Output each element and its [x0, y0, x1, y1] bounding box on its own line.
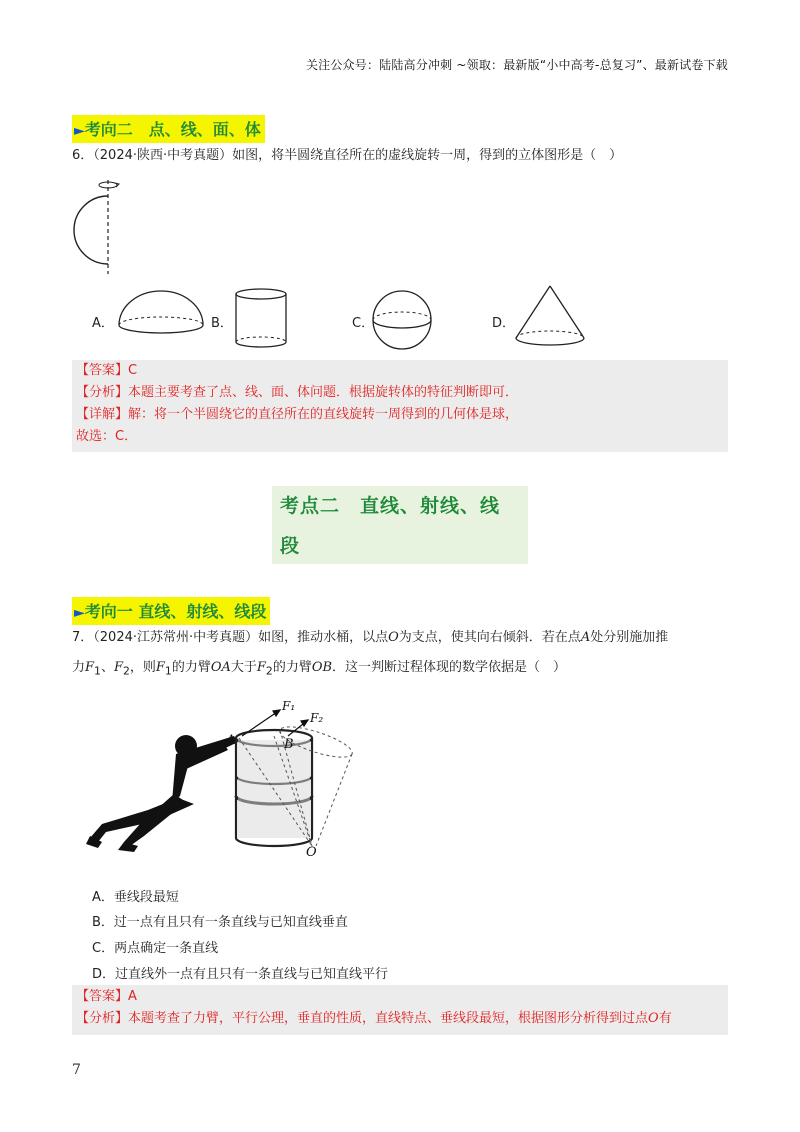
label-b: B: [284, 737, 294, 752]
sphere-icon: [370, 288, 434, 352]
stem-text: 7．（2024·江苏常州·中考真题）如图，推动水桶，以点: [72, 630, 389, 645]
barrel-push-figure: [84, 696, 364, 864]
conclusion-q6: 故选：C．: [76, 429, 138, 444]
segment-oa: OA: [210, 660, 231, 675]
subscript: 1: [164, 664, 172, 678]
choice-a: A．垂线段最短: [92, 890, 179, 905]
hemisphere-icon: [114, 287, 208, 339]
detail-q6: 【详解】解：将一个半圆绕它的直径所在的直线旋转一周得到的几何体是球，: [76, 407, 519, 422]
arrow-icon: ►: [74, 123, 85, 139]
point-o: O: [648, 1011, 659, 1026]
option-a-label: A．: [92, 316, 114, 331]
section-tag-kaoxiang1: [72, 597, 270, 625]
stem-text: 的力臂: [171, 660, 211, 675]
cylinder-icon: [232, 286, 290, 352]
point-o: O: [388, 630, 399, 645]
choice-b: B．过一点有且只有一条直线与已知直线垂直: [92, 915, 348, 930]
segment-ob: OB: [311, 660, 333, 675]
subscript: 1: [94, 664, 101, 678]
page-number: 7: [72, 1062, 81, 1078]
question-6-stem: 6．（2024·陕西·中考真题）如图，将半圆绕直径所在的虚线旋转一周，得到的立体图形是（ ）: [72, 148, 623, 163]
stem-text: 力: [72, 660, 86, 675]
stem-text: ，则: [129, 660, 156, 675]
option-c-label: C．: [352, 316, 375, 331]
stem-text: 为支点，使其向右倾斜．若在点: [398, 630, 581, 645]
answer-q6: 【答案】C: [76, 363, 138, 378]
analysis-text: 【分析】本题考查了力臂，平行公理，垂直的性质，直线特点、垂线段最短，根据图形分析得到过点: [76, 1011, 649, 1026]
semicircle-arc: [74, 196, 108, 264]
analysis-q6: 【分析】本题主要考查了点、线、面、体问题．根据旋转体的特征判断即可．: [76, 385, 519, 400]
subscript: 2: [122, 664, 130, 678]
answer-box-q7: [72, 985, 728, 1035]
kaodian-box: [272, 486, 528, 564]
section-title: 考向二 点、线、面、体: [84, 120, 261, 139]
point-a: A: [580, 630, 591, 645]
kaodian-line1: 考点二 直线、射线、线: [280, 495, 501, 517]
stem-text: ．这一判断过程体现的数学依据是（ ）: [332, 660, 567, 675]
cone-icon: [512, 283, 588, 349]
force-f1: F: [85, 660, 95, 675]
label-a: A: [226, 733, 236, 748]
semicircle-rotation-figure: [68, 176, 128, 276]
label-o: O: [306, 845, 317, 860]
kaodian-line2: 段: [280, 535, 301, 557]
choice-c: C．两点确定一条直线: [92, 941, 219, 956]
option-b-label: B．: [211, 316, 233, 331]
answer-q7: 【答案】A: [76, 989, 137, 1004]
answer-box-q6: [72, 360, 728, 452]
page-header: 关注公众号：陆陆高分冲刺 ~领取：最新版“小中高考-总复习”、最新试卷下载: [305, 58, 728, 72]
label-f1: F₁: [282, 699, 296, 713]
subscript: 2: [265, 664, 273, 678]
analysis-q7: [72, 1008, 728, 1030]
force-f2: F: [256, 660, 266, 675]
stem-text: 的力臂: [272, 660, 312, 675]
arrow-icon: ►: [74, 605, 85, 621]
stem-text: 处分别施加推: [590, 630, 669, 645]
section-tag-kaoxiang2: [72, 115, 265, 143]
option-d-label: D．: [492, 316, 516, 331]
person-silhouette: [86, 735, 238, 852]
force-f2: F: [113, 660, 123, 675]
stem-text: 大于: [230, 660, 257, 675]
analysis-text: 有: [658, 1011, 672, 1026]
stem-text: 、: [100, 660, 114, 675]
label-f2: F₂: [310, 711, 324, 725]
choice-d: D．过直线外一点有且只有一条直线与已知直线平行: [92, 967, 389, 982]
question-7-stem-line1: [72, 628, 732, 648]
section-title: 考向一 直线、射线、线段: [84, 602, 267, 621]
question-7-stem-line2: [72, 658, 732, 682]
force-f1: F: [155, 660, 165, 675]
